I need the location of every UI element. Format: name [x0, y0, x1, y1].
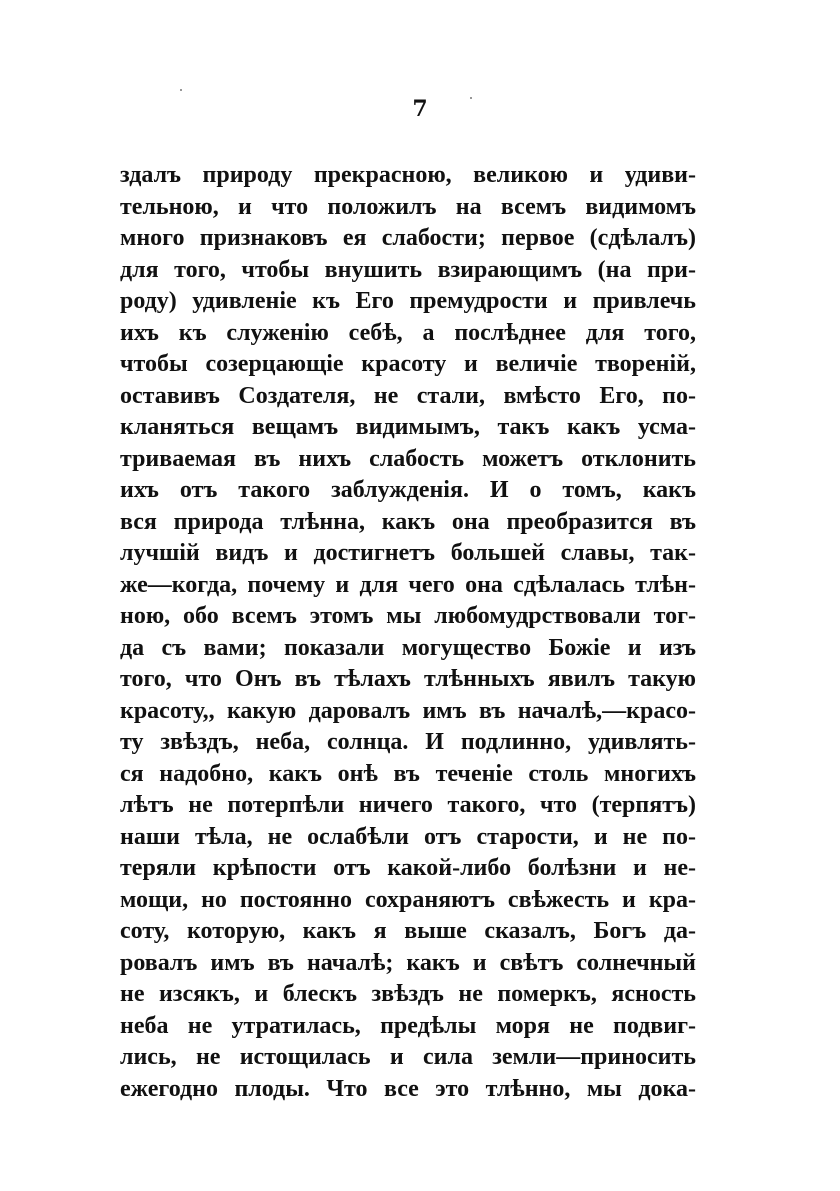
text-line: ихъ къ служенію себѣ, а послѣднее для того, [120, 319, 696, 346]
text-line: наши тѣла, не ослабѣли отъ старости, и не по- [120, 823, 696, 850]
text-line: не изсякъ, и блескъ звѣздъ не померкъ, ясность [120, 981, 696, 1007]
page-number: 7 [412, 96, 428, 122]
text-line: ежегодно плоды. Что все это тлѣнно, мы дока- [120, 1075, 696, 1102]
text-line: лись, не истощилась и сила земли—приносить [120, 1044, 696, 1070]
text-line: роду) удивленіе къ Его премудрости и привлечь [120, 288, 696, 314]
text-line: ся надобно, какъ онѣ въ теченіе столь многихъ [120, 760, 696, 787]
text-line: ровалъ имъ въ началѣ; какъ и свѣтъ солнечный [120, 949, 696, 976]
text-line: ною, обо всемъ этомъ мы любомудрствовали тог- [120, 603, 696, 629]
body-text [120, 160, 696, 1105]
text-line: соту, которую, какъ я выше сказалъ, Богъ да- [120, 918, 696, 944]
text-line: да съ вами; показали могущество Божіе и изъ [120, 634, 696, 661]
text-line: триваемая въ нихъ слабость можетъ отклонить [120, 445, 696, 472]
text-line: оставивъ Создателя, не стали, вмѣсто Его, по- [120, 382, 696, 409]
text-line: красоту,, какую даровалъ имъ въ началѣ,—красо- [120, 697, 696, 724]
print-speck [180, 89, 182, 91]
text-line: неба не утратилась, предѣлы моря не подвиг- [120, 1012, 696, 1039]
text-line: здалъ природу прекрасною, великою и удиви- [120, 162, 696, 188]
text-line: теряли крѣпости отъ какой-либо болѣзни и не- [120, 855, 696, 881]
text-line: вся природа тлѣнна, какъ она преобразится въ [120, 508, 696, 535]
text-line: лучшій видъ и достигнетъ большей славы, так- [120, 540, 696, 566]
text-line: много признаковъ ея слабости; первое (сдѣлалъ) [120, 225, 696, 251]
text-line: ту звѣздъ, неба, солнца. И подлинно, удивлять- [120, 729, 696, 755]
text-line: для того, чтобы внушить взирающимъ (на при- [120, 256, 696, 283]
text-line: кланяться вещамъ видимымъ, такъ какъ усма- [120, 414, 696, 440]
text-line: чтобы созерцающіе красоту и величіе твореній, [120, 351, 696, 377]
text-line: ихъ отъ такого заблужденія. И о томъ, какъ [120, 477, 696, 503]
text-line: того, что Онъ въ тѣлахъ тлѣнныхъ явилъ такую [120, 666, 696, 692]
text-line: тельною, и что положилъ на всемъ видимомъ [120, 193, 696, 220]
text-line: же—когда, почему и для чего она сдѣлалась тлѣн- [120, 571, 696, 598]
text-line: мощи, но постоянно сохраняютъ свѣжесть и кра- [120, 886, 696, 913]
text-line: лѣтъ не потерпѣли ничего такого, что (терпятъ) [120, 792, 696, 818]
